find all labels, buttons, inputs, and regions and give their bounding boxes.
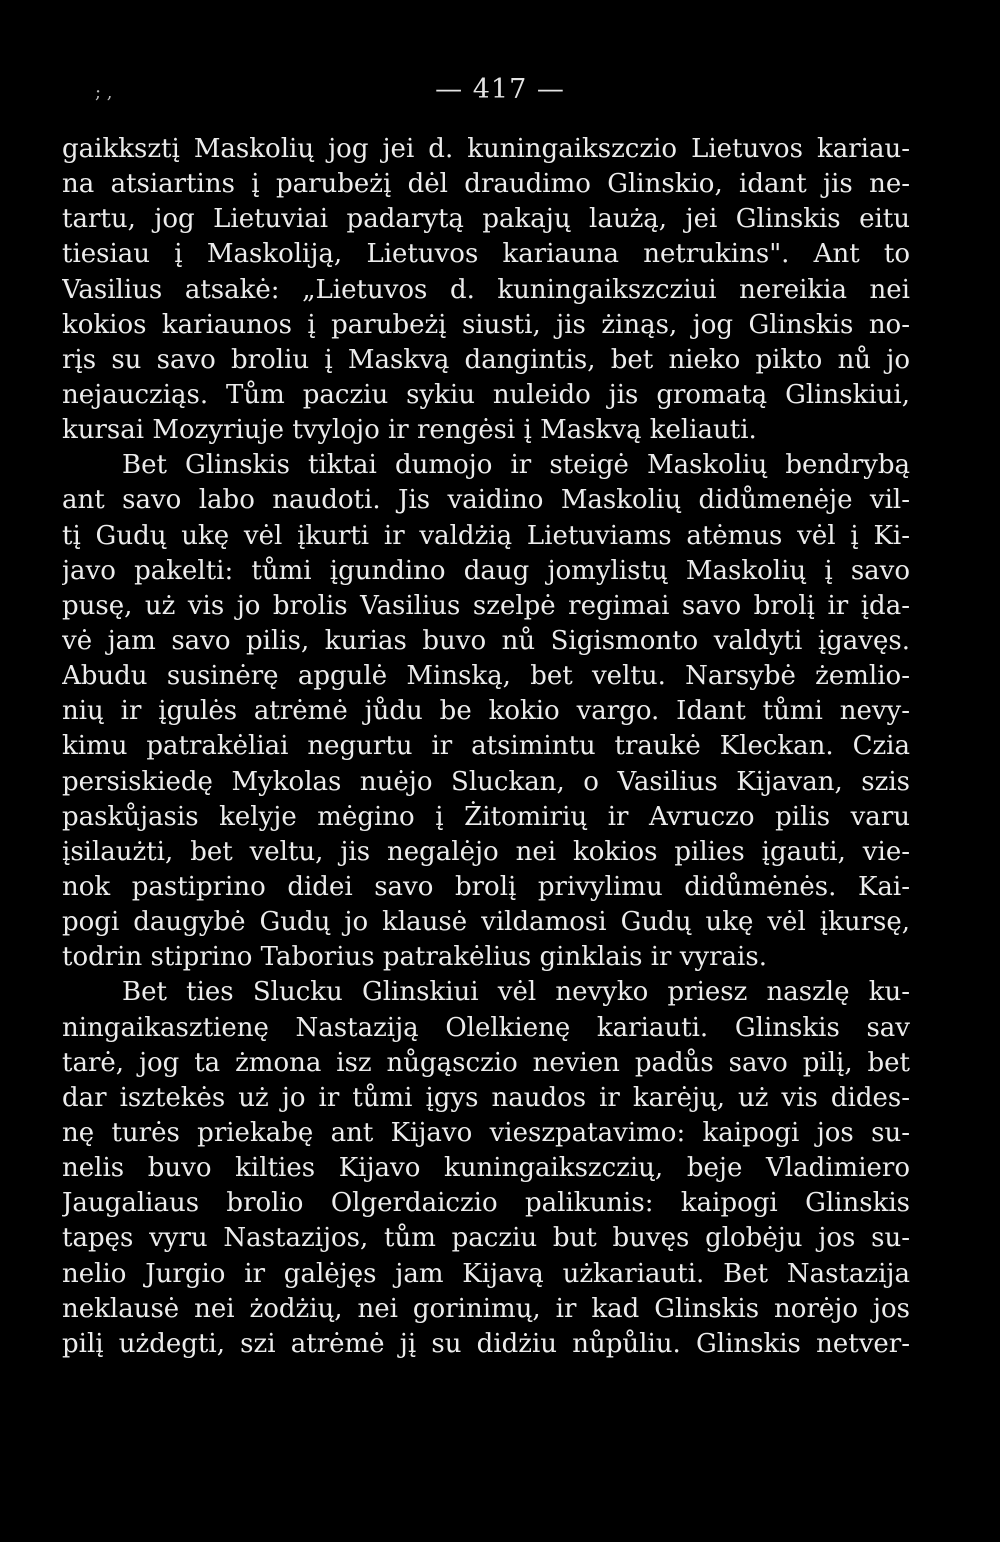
text-line: gaikksztį Maskolių jog jei d. kuningaikszczio Lietuvos kariau- [62, 134, 910, 164]
text-line: todrin stiprino Taborius patrakėlius ginklais ir vyrais. [62, 942, 767, 973]
text-line: tapęs vyru Nastazijos, tům pacziu but buvęs globėju jos su- [62, 1223, 910, 1254]
text-line: dar isztekės uż jo ir tůmi įgys naudos ir karėjų, uż vis dides- [62, 1082, 910, 1113]
text-line: na atsiartins į parubeżį dėl draudimo Glinskio, idant jis ne- [62, 169, 910, 200]
text-line: neklausė nei żodżių, nei gorinimų, ir kad Glinskis norėjo jos [62, 1293, 910, 1324]
text-line: kokios kariaunos į parubeżį siusti, jis żinąs, jog Glinskis no- [62, 309, 910, 340]
text-line: ningaikasztienę Nastaziją Olelkienę kariauti. Glinskis sav [62, 1012, 910, 1043]
text-line: įsilaużti, bet veltu, jis negalėjo nei kokios pilies įgauti, vie- [62, 836, 910, 867]
text-line: paskůjasis kelyje mėgino į Żitomirių ir Avruczo pilis varu [62, 801, 910, 832]
text-line: rįs su savo broliu į Maskvą dangintis, bet nieko pikto nů jo [62, 344, 910, 375]
text-line: nelis buvo kilties Kijavo kuningaikszczių, beje Vladimiero [62, 1153, 910, 1184]
text-line: Abudu susinėrę apgulė Minską, bet veltu. Narsybė żemlio- [62, 661, 910, 692]
text-line: nejaucziąs. Tům pacziu sykiu nuleido jis gromatą Glinskiui, [62, 379, 910, 410]
text-line: pusę, uż vis jo brolis Vasilius szelpė regimai savo brolį ir įda- [62, 590, 910, 621]
text-line: ant savo labo naudoti. Jis vaidino Maskolių didůmenėje vil- [62, 485, 910, 516]
text-line: nę turės priekabę ant Kijavo vieszpatavimo: kaipogi jos su- [62, 1117, 910, 1148]
text-line: Vasilius atsakė: „Lietuvos d. kuningaikszcziui nereikia nei [62, 274, 910, 305]
body-text [62, 132, 910, 1362]
text-line: nelio Jurgio ir galėjęs jam Kijavą użkariauti. Bet Nastazija [62, 1258, 910, 1289]
text-line: nių ir įgulės atrėmė jůdu be kokio vargo. Idant tůmi nevy- [62, 696, 910, 727]
text-line: persiskiedę Mykolas nuėjo Sluckan, o Vasilius Kijavan, szis [62, 766, 910, 797]
text-line: pogi daugybė Gudų jo klausė vildamosi Gudų ukę vėl įkursę, [62, 907, 910, 938]
text-line: tartu, jog Lietuviai padarytą pakajų laużą, jei Glinskis eitu [62, 204, 910, 235]
text-line: tarė, jog ta żmona isz nůgąsczio nevien padůs savo pilį, bet [62, 1047, 910, 1078]
margin-mark: ; , [95, 82, 113, 103]
text-line: Jaugaliaus brolio Olgerdaiczio palikunis: kaipogi Glinskis [62, 1188, 910, 1219]
text-line: kimu patrakėliai negurtu ir atsimintu traukė Kleckan. Czia [62, 731, 910, 762]
text-line: Bet Glinskis tiktai dumojo ir steigė Maskolių bendrybą [122, 450, 910, 481]
text-line: nok pastiprino didei savo brolį privylimu didůmėnės. Kai- [62, 871, 910, 902]
text-line: kursai Mozyriuje tvylojo ir rengėsi į Maskvą keliauti. [62, 415, 757, 446]
text-line: tiesiau į Maskoliją, Lietuvos kariauna netrukins". Ant to [62, 239, 910, 270]
text-line: tį Gudų ukę vėl įkurti ir valdżią Lietuviams atėmus vėl į Ki- [62, 520, 910, 551]
page-number: — 417 — [435, 74, 565, 105]
text-line: pilį użdegti, szi atrėmė jį su didżiu nůpůliu. Glinskis netver- [62, 1328, 910, 1359]
text-line: Bet ties Slucku Glinskiui vėl nevyko priesz naszlę ku- [122, 977, 910, 1008]
text-line: javo pakelti: tůmi įgundino daug jomylistų Maskolių į savo [62, 555, 910, 586]
text-line: vė jam savo pilis, kurias buvo nů Sigismonto valdyti įgavęs. [62, 625, 910, 656]
